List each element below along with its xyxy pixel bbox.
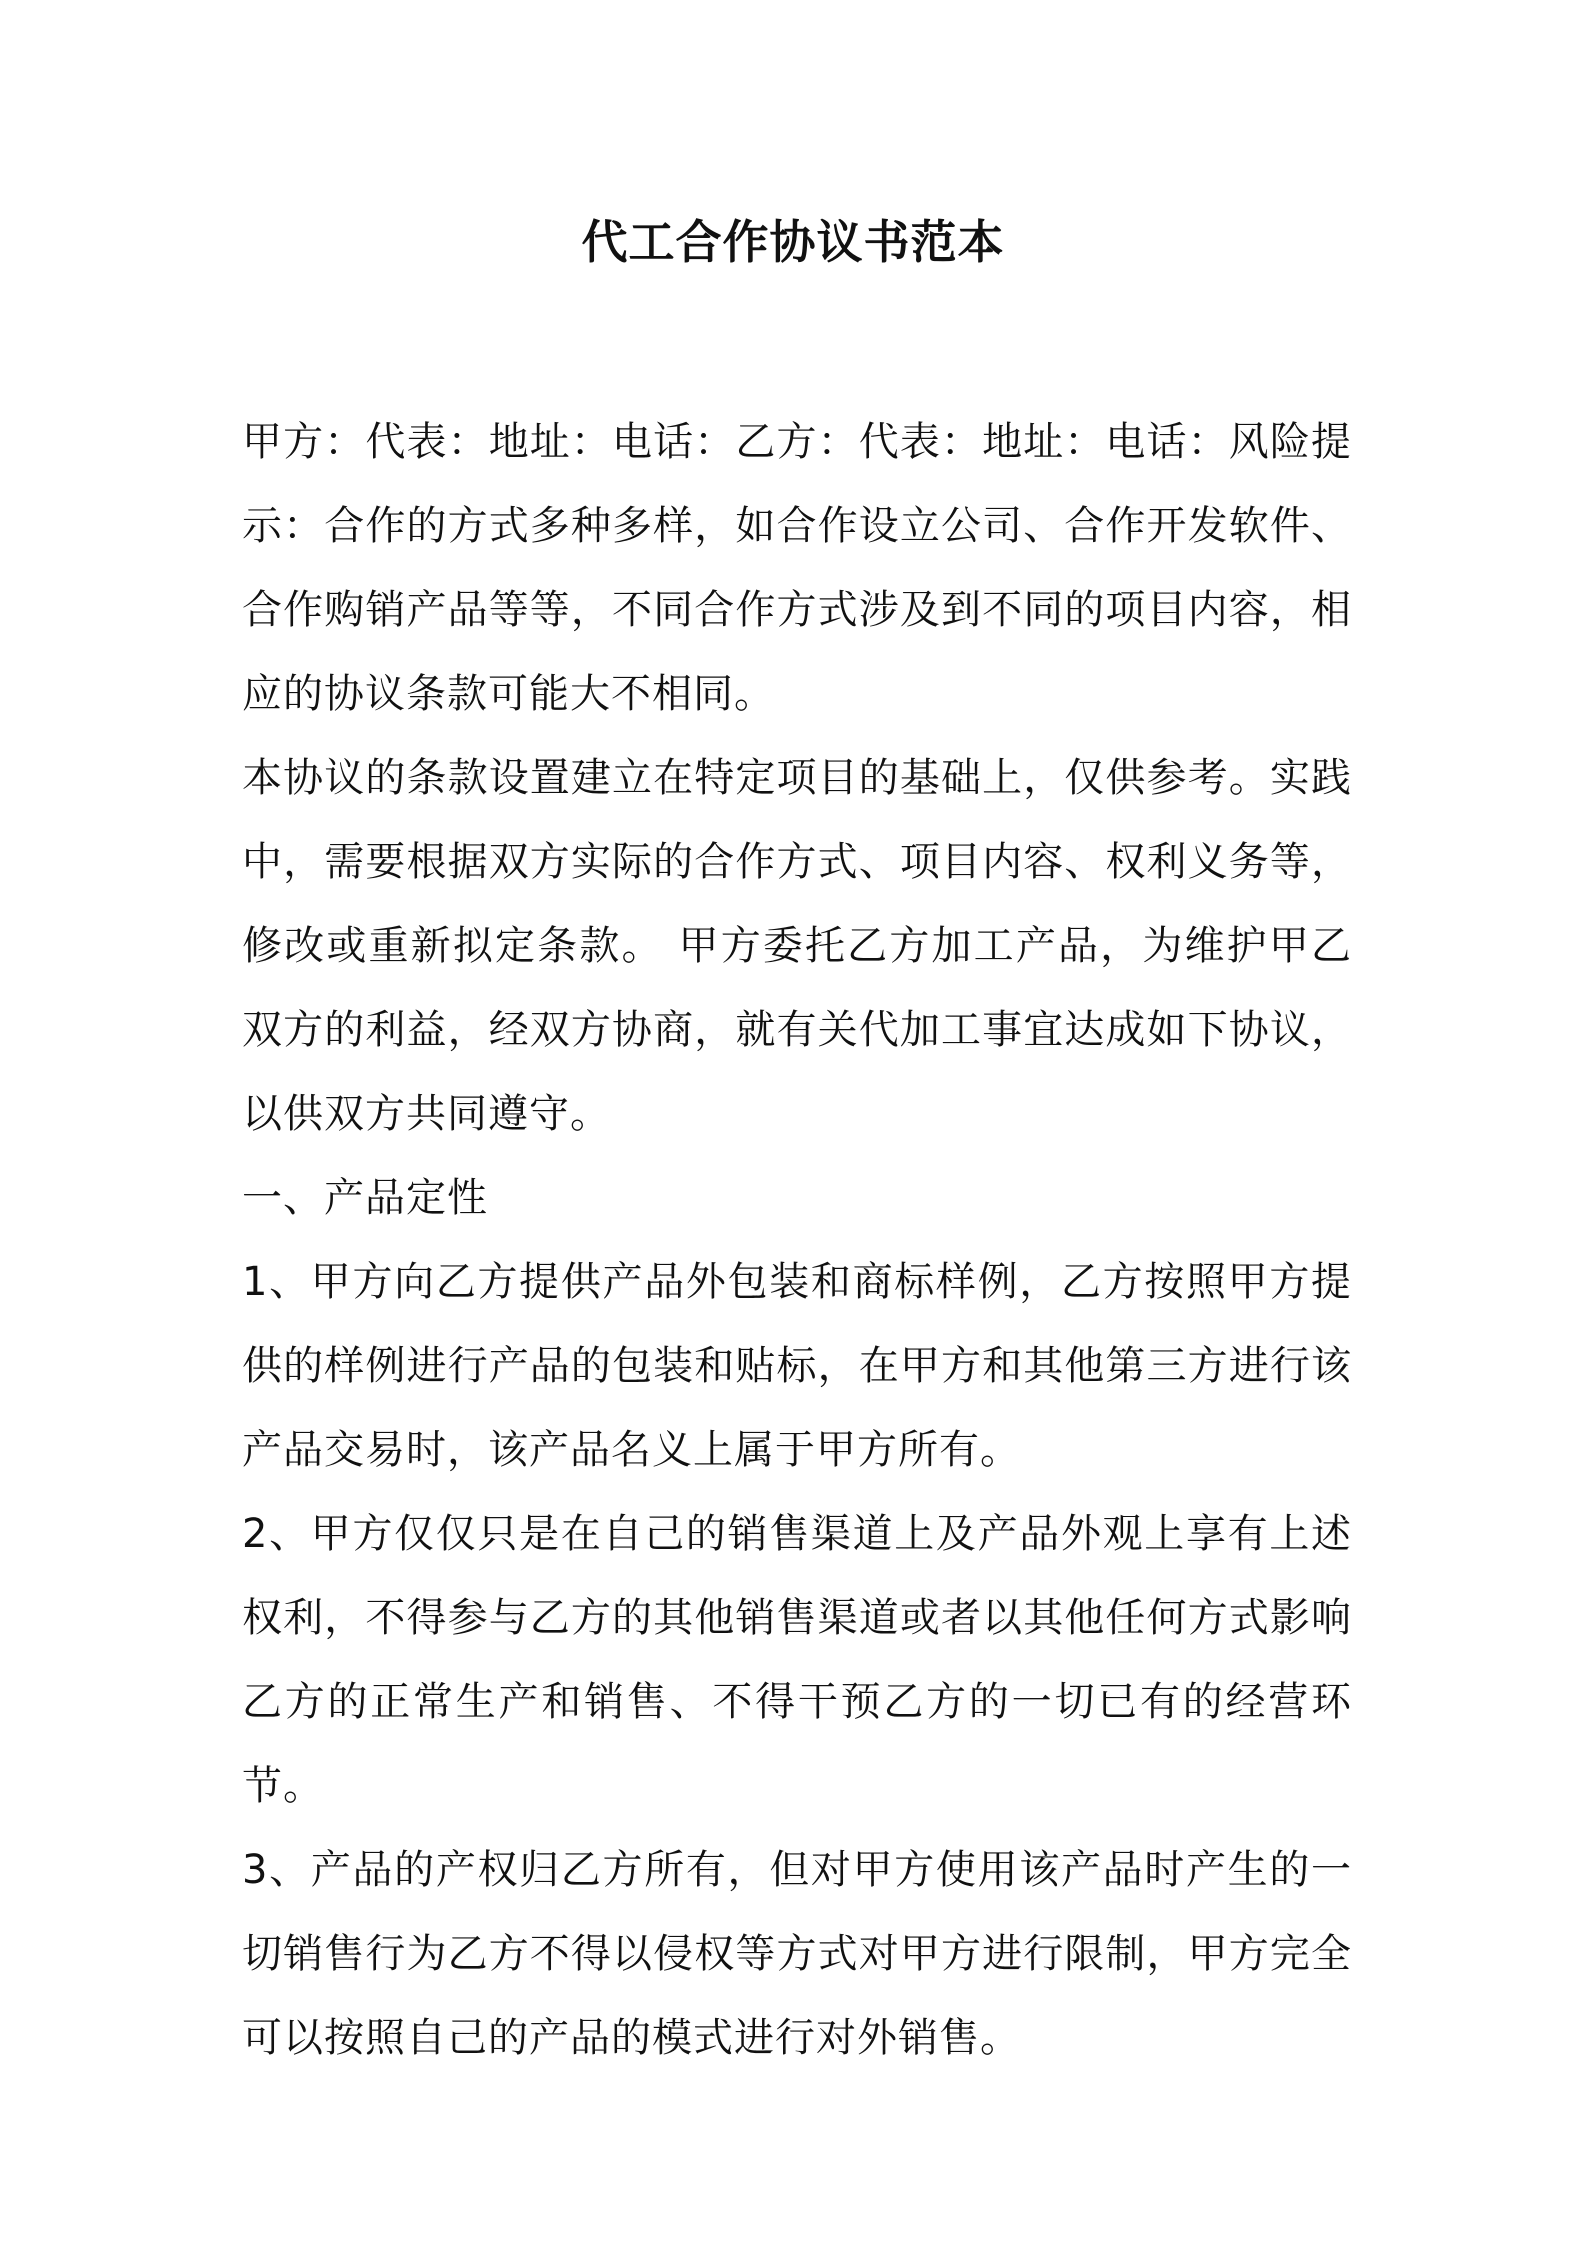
document-title: 代工合作协议书范本 bbox=[581, 215, 1005, 269]
paragraph-intro: 本协议的条款设置建立在特定项目的基础上，仅供参考。实践中，需要根据双方实际的合作方式、项目内容、权利义务等，修改或重新拟定条款。 甲方委托乙方加工产品，为维护甲乙双方的利益，经双方协商，就有关代加工事宜达成如下协议，以供双方共同遵守。 bbox=[242, 755, 1352, 1137]
section-heading-product: 一、产品定性 bbox=[242, 1175, 488, 1221]
clause-3: 3、产品的产权归乙方所有，但对甲方使用该产品时产生的一切销售行为乙方不得以侵权等方式对甲方进行限制，甲方完全可以按照自己的产品的模式进行对外销售。 bbox=[242, 1847, 1352, 2061]
document-body bbox=[242, 400, 1352, 2080]
paragraph-parties: 甲方：代表：地址：电话：乙方：代表：地址：电话：风险提示：合作的方式多种多样，如合作设立公司、合作开发软件、合作购销产品等等，不同合作方式涉及到不同的项目内容，相应的协议条款可能大不相同。 bbox=[242, 419, 1352, 717]
clause-2: 2、甲方仅仅只是在自己的销售渠道上及产品外观上享有上述权利，不得参与乙方的其他销售渠道或者以其他任何方式影响乙方的正常生产和销售、不得干预乙方的一切已有的经营环节。 bbox=[242, 1511, 1352, 1809]
clause-1: 1、甲方向乙方提供产品外包装和商标样例，乙方按照甲方提供的样例进行产品的包装和贴标，在甲方和其他第三方进行该产品交易时，该产品名义上属于甲方所有。 bbox=[242, 1259, 1352, 1473]
